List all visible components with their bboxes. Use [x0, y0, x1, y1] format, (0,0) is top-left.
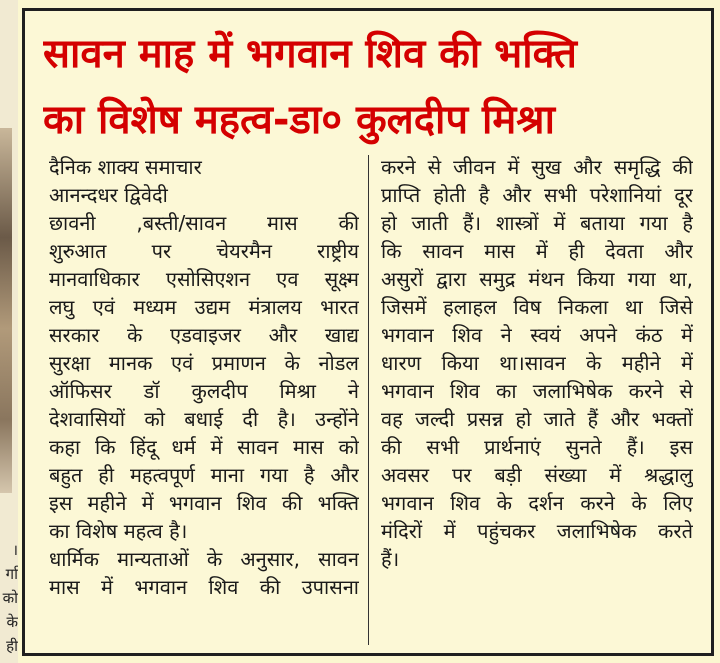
body-line: मास में भगवान शिव की उपासना: [49, 575, 359, 599]
body-line: लघु एवं मध्यम उद्यम मंत्रालय भारत: [49, 295, 359, 319]
body-line: भगवान शिव का जलाभिषेक करने से: [381, 379, 693, 403]
body-line: हो जाती हैं। शास्त्रों में बताया गया है: [381, 211, 693, 235]
body-line: वह जल्दी प्रसन्न हो जाते हैं और भक्तों: [381, 407, 693, 431]
body-line: का विशेष महत्व है।: [49, 519, 188, 543]
adjacent-text-fragment: र्गा: [5, 565, 18, 583]
body-line: ऑफिसर डॉ कुलदीप मिश्रा ने: [49, 379, 359, 403]
article-headline: [43, 21, 703, 153]
body-line: कि सावन मास में ही देवता और: [381, 239, 693, 263]
headline-line-1: सावन माह में भगवान शिव की भक्ति: [43, 31, 577, 77]
body-line: भगवान शिव के दर्शन करने के लिए: [381, 491, 693, 515]
body-line: करने से जीवन में सुख और समृद्धि की: [381, 155, 693, 179]
body-line: धार्मिक मान्यताओं के अनुसार, सावन: [49, 547, 359, 571]
body-line: की सभी प्रार्थनाएं सुनते हैं। इस: [381, 435, 693, 459]
body-line: धारण किया था।सावन के महीने में: [381, 351, 693, 375]
adjacent-article-strip: [0, 0, 18, 663]
headline-line-2: का विशेष महत्व-डा० कुलदीप मिश्रा: [43, 97, 555, 143]
column-divider: [368, 155, 369, 645]
body-line: बहुत ही महत्वपूर्ण माना गया है और: [49, 463, 359, 487]
body-line: मंदिरों में पहुंचकर जलाभिषेक करते: [381, 519, 693, 543]
body-line: देशवासियों को बधाई दी है। उन्होंने: [49, 407, 359, 431]
adjacent-text-fragment: ।: [12, 541, 18, 559]
body-line: भगवान शिव ने स्वयं अपने कंठ में: [381, 323, 693, 347]
body-line: अवसर पर बड़ी संख्या में श्रद्धालु: [381, 463, 693, 487]
body-line: छावनी ,बस्ती/सावन मास की: [49, 211, 359, 235]
body-line: कहा कि हिंदू धर्म में सावन मास को: [49, 435, 359, 459]
body-line: प्राप्ति होती है और सभी परेशानियां दूर: [381, 183, 693, 207]
adjacent-photo-fragment: [0, 128, 12, 493]
body-line: मानवाधिकार एसोसिएशन एव सूक्ष्म: [49, 267, 359, 291]
author-name: आनन्दधर द्विवेदी: [49, 183, 168, 207]
news-article: [22, 8, 714, 656]
body-line: सरकार के एडवाइजर और खाद्य: [49, 323, 359, 347]
body-line: सुरक्षा मानक एवं प्रमाणन के नोडल: [49, 351, 359, 375]
article-column-right: [381, 153, 693, 573]
body-line: इस महीने में भगवान शिव की भक्ति: [49, 491, 359, 515]
publication-name: दैनिक शाक्य समाचार: [49, 155, 202, 179]
adjacent-text-fragment: ही: [6, 637, 18, 655]
body-line: शुरुआत पर चेयरमैन राष्ट्रीय: [49, 239, 359, 263]
adjacent-text-fragment: को: [2, 589, 18, 607]
adjacent-text-fragment: के: [6, 613, 18, 631]
body-line: हैं।: [381, 547, 400, 571]
article-column-left: [49, 153, 359, 601]
body-line: असुरों द्वारा समुद्र मंथन किया गया था,: [381, 267, 693, 291]
body-line: जिसमें हलाहल विष निकला था जिसे: [381, 295, 693, 319]
